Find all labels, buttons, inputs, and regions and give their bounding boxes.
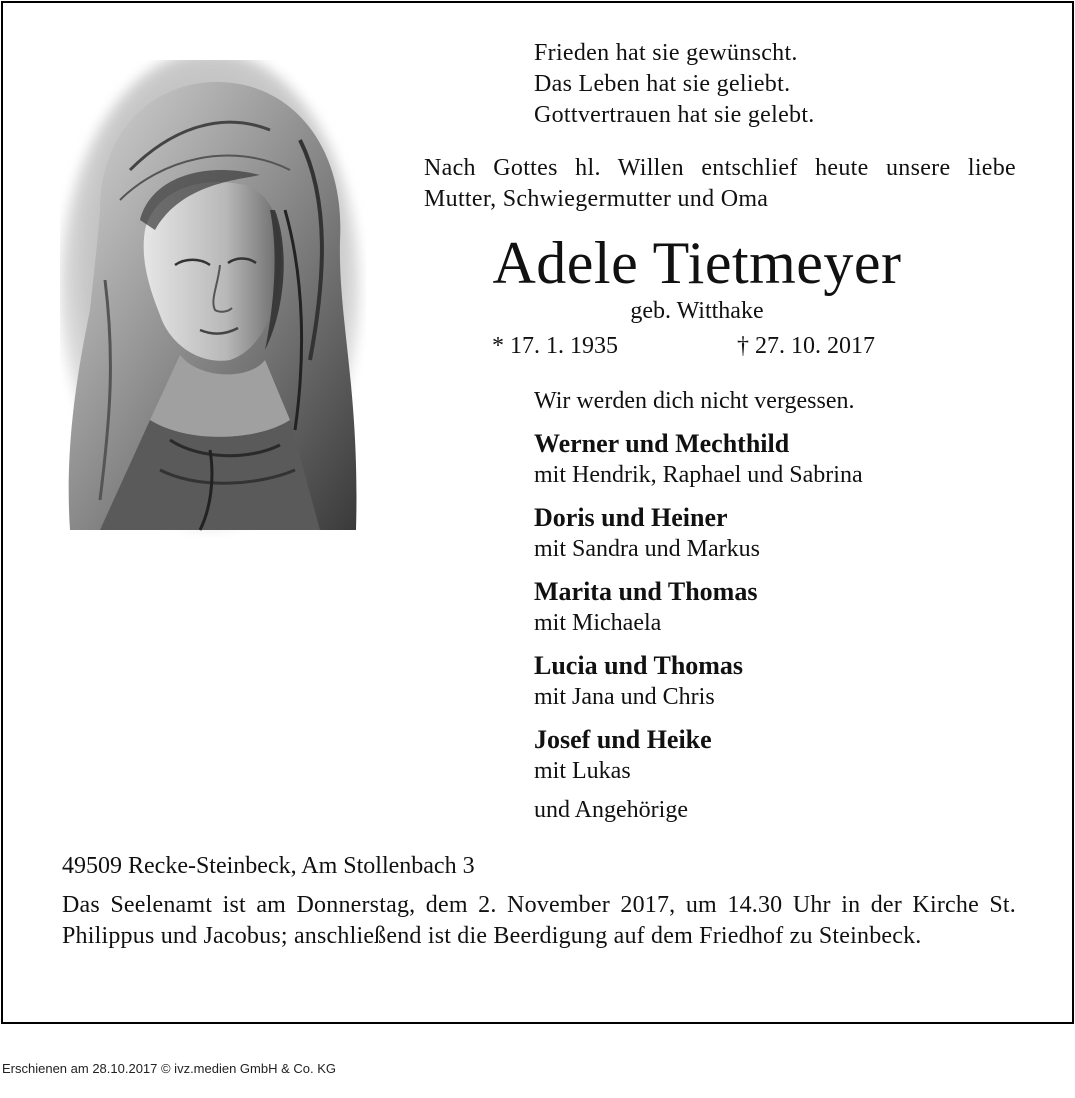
family-entry — [534, 650, 1014, 713]
closing-line: Wir werden dich nicht vergessen. — [534, 388, 855, 414]
family-name: Lucia und Thomas — [534, 651, 744, 680]
family-entry — [534, 724, 1014, 787]
verse — [534, 38, 815, 131]
family-name: Marita und Thomas — [534, 577, 758, 606]
death-date: † 27. 10. 2017 — [737, 333, 875, 359]
verse-line: Das Leben hat sie geliebt. — [534, 71, 791, 97]
family-children: mit Sandra und Markus — [534, 536, 760, 562]
family-name: Werner und Mechthild — [534, 429, 790, 458]
publication-footer: Erschienen am 28.10.2017 © ivz.medien GmbH & Co. KG — [2, 1061, 337, 1076]
family-entry — [534, 428, 1014, 491]
mourning-address: 49509 Recke-Steinbeck, Am Stollenbach 3 — [62, 853, 475, 879]
family-entry — [534, 502, 1014, 565]
relatives-line: und Angehörige — [534, 797, 688, 823]
family-children: mit Michaela — [534, 610, 662, 636]
family-children: mit Jana und Chris — [534, 684, 715, 710]
verse-line: Frieden hat sie gewünscht. — [534, 40, 798, 66]
funeral-service-info: Das Seelenamt ist am Donnerstag, dem 2. November 2017, um 14.30 Uhr in der Kirche St. Philippus und Jacobus; anschließend ist die Beerdigung auf dem Friedhof zu Steinbeck. — [62, 892, 1016, 949]
madonna-portrait-image — [60, 60, 366, 538]
family-entry — [534, 576, 1014, 639]
family-children: mit Hendrik, Raphael und Sabrina — [534, 462, 863, 488]
death-announcement-intro: Nach Gottes hl. Willen entschlief heute unsere liebe Mutter, Schwiegermutter und Oma — [424, 155, 1016, 212]
verse-line: Gottvertrauen hat sie gelebt. — [534, 102, 815, 128]
family-children: mit Lukas — [534, 758, 631, 784]
mourners-list — [534, 428, 1014, 798]
maiden-name: geb. Witthake — [630, 298, 764, 324]
birth-date: * 17. 1. 1935 — [492, 333, 618, 359]
family-name: Josef und Heike — [534, 725, 712, 754]
family-name: Doris und Heiner — [534, 503, 728, 532]
deceased-name: Adele Tietmeyer — [492, 230, 902, 296]
